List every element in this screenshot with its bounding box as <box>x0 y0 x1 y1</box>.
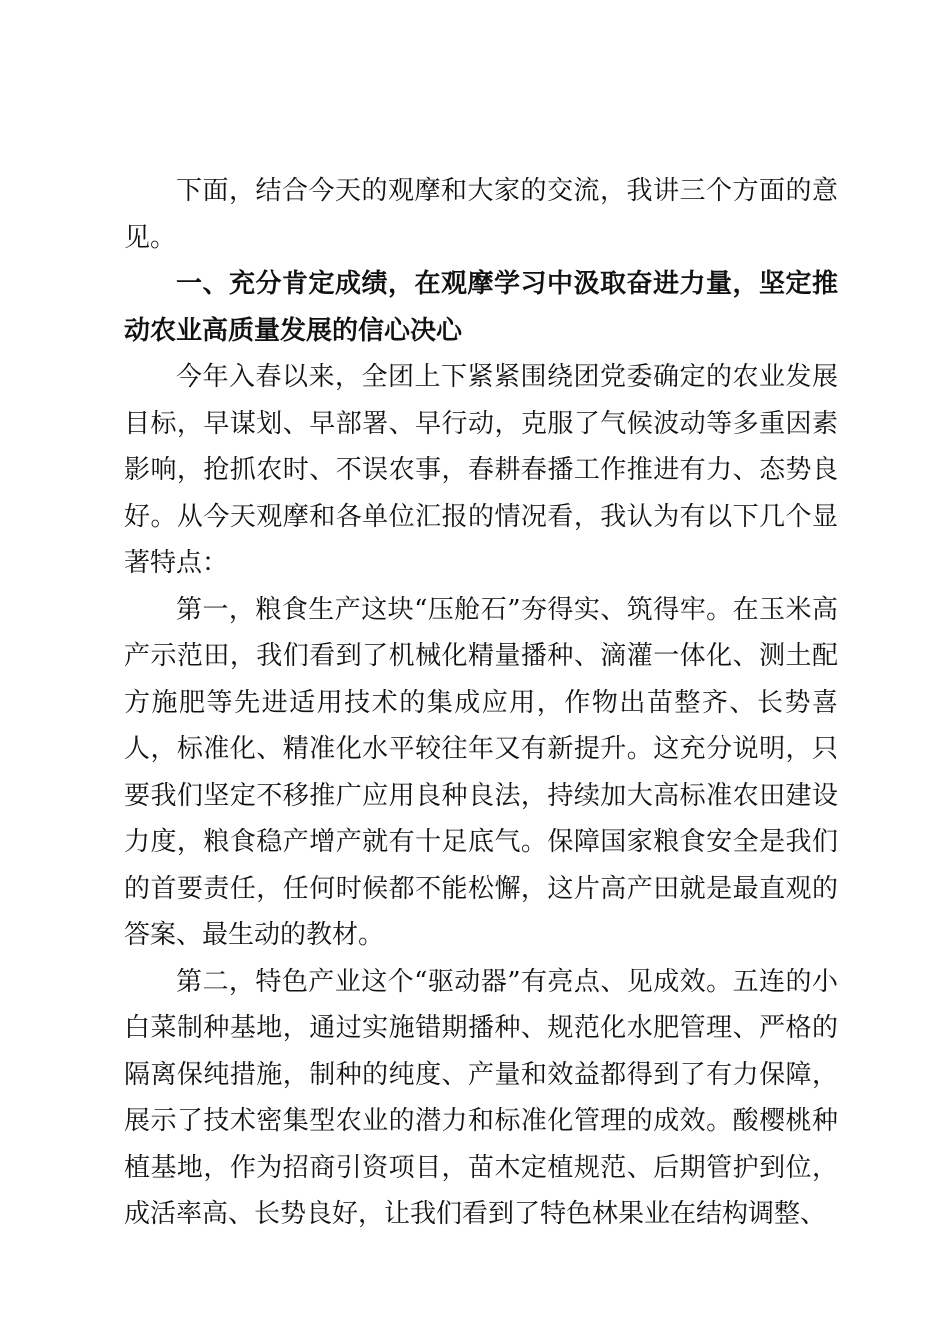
intro-paragraph: 下面，结合今天的观摩和大家的交流，我讲三个方面的意见。 <box>124 176 838 253</box>
body-paragraph-1: 今年入春以来，全团上下紧紧围绕团党委确定的农业发展目标，早谋划、早部署、早行动，克服了气候波动等多重因素影响，抢抓农时、不误农事，春耕春播工作推进有力、态势良好。从今天观摩和各单位汇报的情况看，我认为有以下几个显著特点： <box>124 362 838 578</box>
body-paragraph-2: 第一，粮食生产这块“压舱石”夯得实、筑得牢。在玉米高产示范田，我们看到了机械化精量播种、滴灌一体化、测土配方施肥等先进适用技术的集成应用，作物出苗整齐、长势喜人，标准化、精准化水平较往年又有新提升。这充分说明，只要我们坚定不移推广应用良种良法，持续加大高标准农田建设力度，粮食稳产增产就有十足底气。保障国家粮食安全是我们的首要责任，任何时候都不能松懈，这片高产田就是最直观的答案、最生动的教材。 <box>124 594 838 950</box>
section-heading: 一、充分肯定成绩，在观摩学习中汲取奋进力量，坚定推动农业高质量发展的信心决心 <box>124 269 838 346</box>
document-body <box>124 168 838 1238</box>
body-paragraph-3: 第二，特色产业这个“驱动器”有亮点、见成效。五连的小白菜制种基地，通过实施错期播种、规范化水肥管理、严格的隔离保纯措施，制种的纯度、产量和效益都得到了有力保障，展示了技术密集型农业的潜力和标准化管理的成效。酸樱桃种植基地，作为招商引资项目，苗木定植规范、后期管护到位，成活率高、长势良好，让我们看到了特色林果业在结构调整、 <box>124 966 838 1229</box>
